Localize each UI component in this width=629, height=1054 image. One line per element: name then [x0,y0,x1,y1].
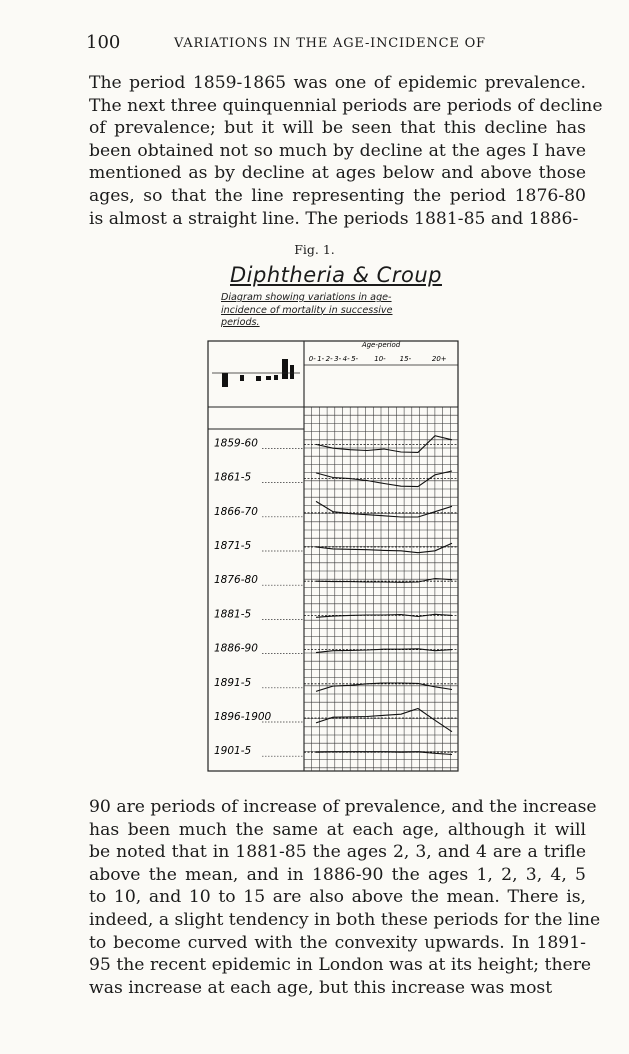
text-line: is almost a straight line. The periods 1881-85 and 1886- [89,208,579,229]
text-line: has been much the same at each age, although it will [89,819,586,840]
subtitle-line: incidence of mortality in successive [221,304,393,316]
series-line [316,614,452,617]
running-title: VARIATIONS IN THE AGE-INCIDENCE OF [174,36,486,51]
period-label: 1886-90 [214,642,258,655]
series-line [316,683,452,691]
text-line: The period 1859-1865 was one of epidemic prevalence. [89,73,586,93]
series-line [316,543,452,553]
figure-caption: Fig. 1. [294,242,335,257]
text-line: of prevalence; but it will be seen that this decline has [89,118,586,139]
diagram-chart [200,335,462,777]
text-line: 90 are periods of increase of prevalence, and the increase [89,797,597,817]
text-line: above the mean, and in 1886-90 the ages 1, 2, 3, 4, 5 [89,864,586,885]
histogram-bar [256,376,261,381]
text-line: been obtained not so much by decline at the ages I have [89,140,586,161]
chart-frame [208,341,458,771]
age-label: 0- [308,355,316,363]
histogram-bar [240,375,244,381]
period-label: 1876-80 [214,574,258,587]
figure-subtitle [221,292,461,330]
age-label: 15- [399,355,412,363]
text-line: 95 the recent epidemic in London was at its height; there [89,955,592,976]
paragraph-top [89,72,603,230]
text-line: to 10, and 10 to 15 are also above the mean. There is, [89,887,586,908]
histogram-bar [282,359,288,379]
period-label: 1871-5 [214,539,252,552]
figure-title: Diphtheria & Croup [230,263,442,287]
period-label: 1896-1900 [214,710,272,723]
page-number: 100 [86,32,121,53]
period-label: 1866-70 [214,505,258,518]
text-line: indeed, a slight tendency in both these periods for the line [89,909,601,930]
text-line: The next three quinquennial periods are periods of decline [89,95,603,116]
age-label: 3- [334,355,342,363]
period-label: 1881-5 [214,608,252,621]
subtitle-line: Diagram showing variations in age- [221,292,392,303]
paragraph-bottom [89,796,601,999]
subtitle-line: periods. [221,317,260,328]
text-line: be noted that in 1881-85 the ages 2, 3, and 4 are a trifle [89,842,586,863]
age-label: 2- [325,355,333,363]
series-line [316,501,452,517]
age-label: 1- [317,355,325,363]
text-line: to become curved with the convexity upwards. In 1891- [89,932,586,953]
text-line: mentioned as by decline at ages below and above those [89,163,586,184]
period-label: 1861-5 [214,471,252,484]
age-header: Age-period [361,341,401,349]
period-label: 1901-5 [214,745,252,758]
period-label: 1859-60 [214,437,258,450]
age-label: 10- [374,355,386,363]
histogram-bar [274,375,278,380]
age-label: 4- [342,355,350,363]
histogram-bar [290,365,294,379]
age-label: 20+ [431,355,447,363]
text-line: was increase at each age, but this increase was most [89,977,553,998]
histogram-bar [266,376,271,380]
series-line [316,709,452,732]
text-line: ages, so that the line representing the period 1876-80 [89,185,586,206]
period-label: 1891-5 [214,676,252,689]
age-label: 5- [351,355,359,363]
histogram-bar [222,373,228,387]
page-header [86,32,586,56]
